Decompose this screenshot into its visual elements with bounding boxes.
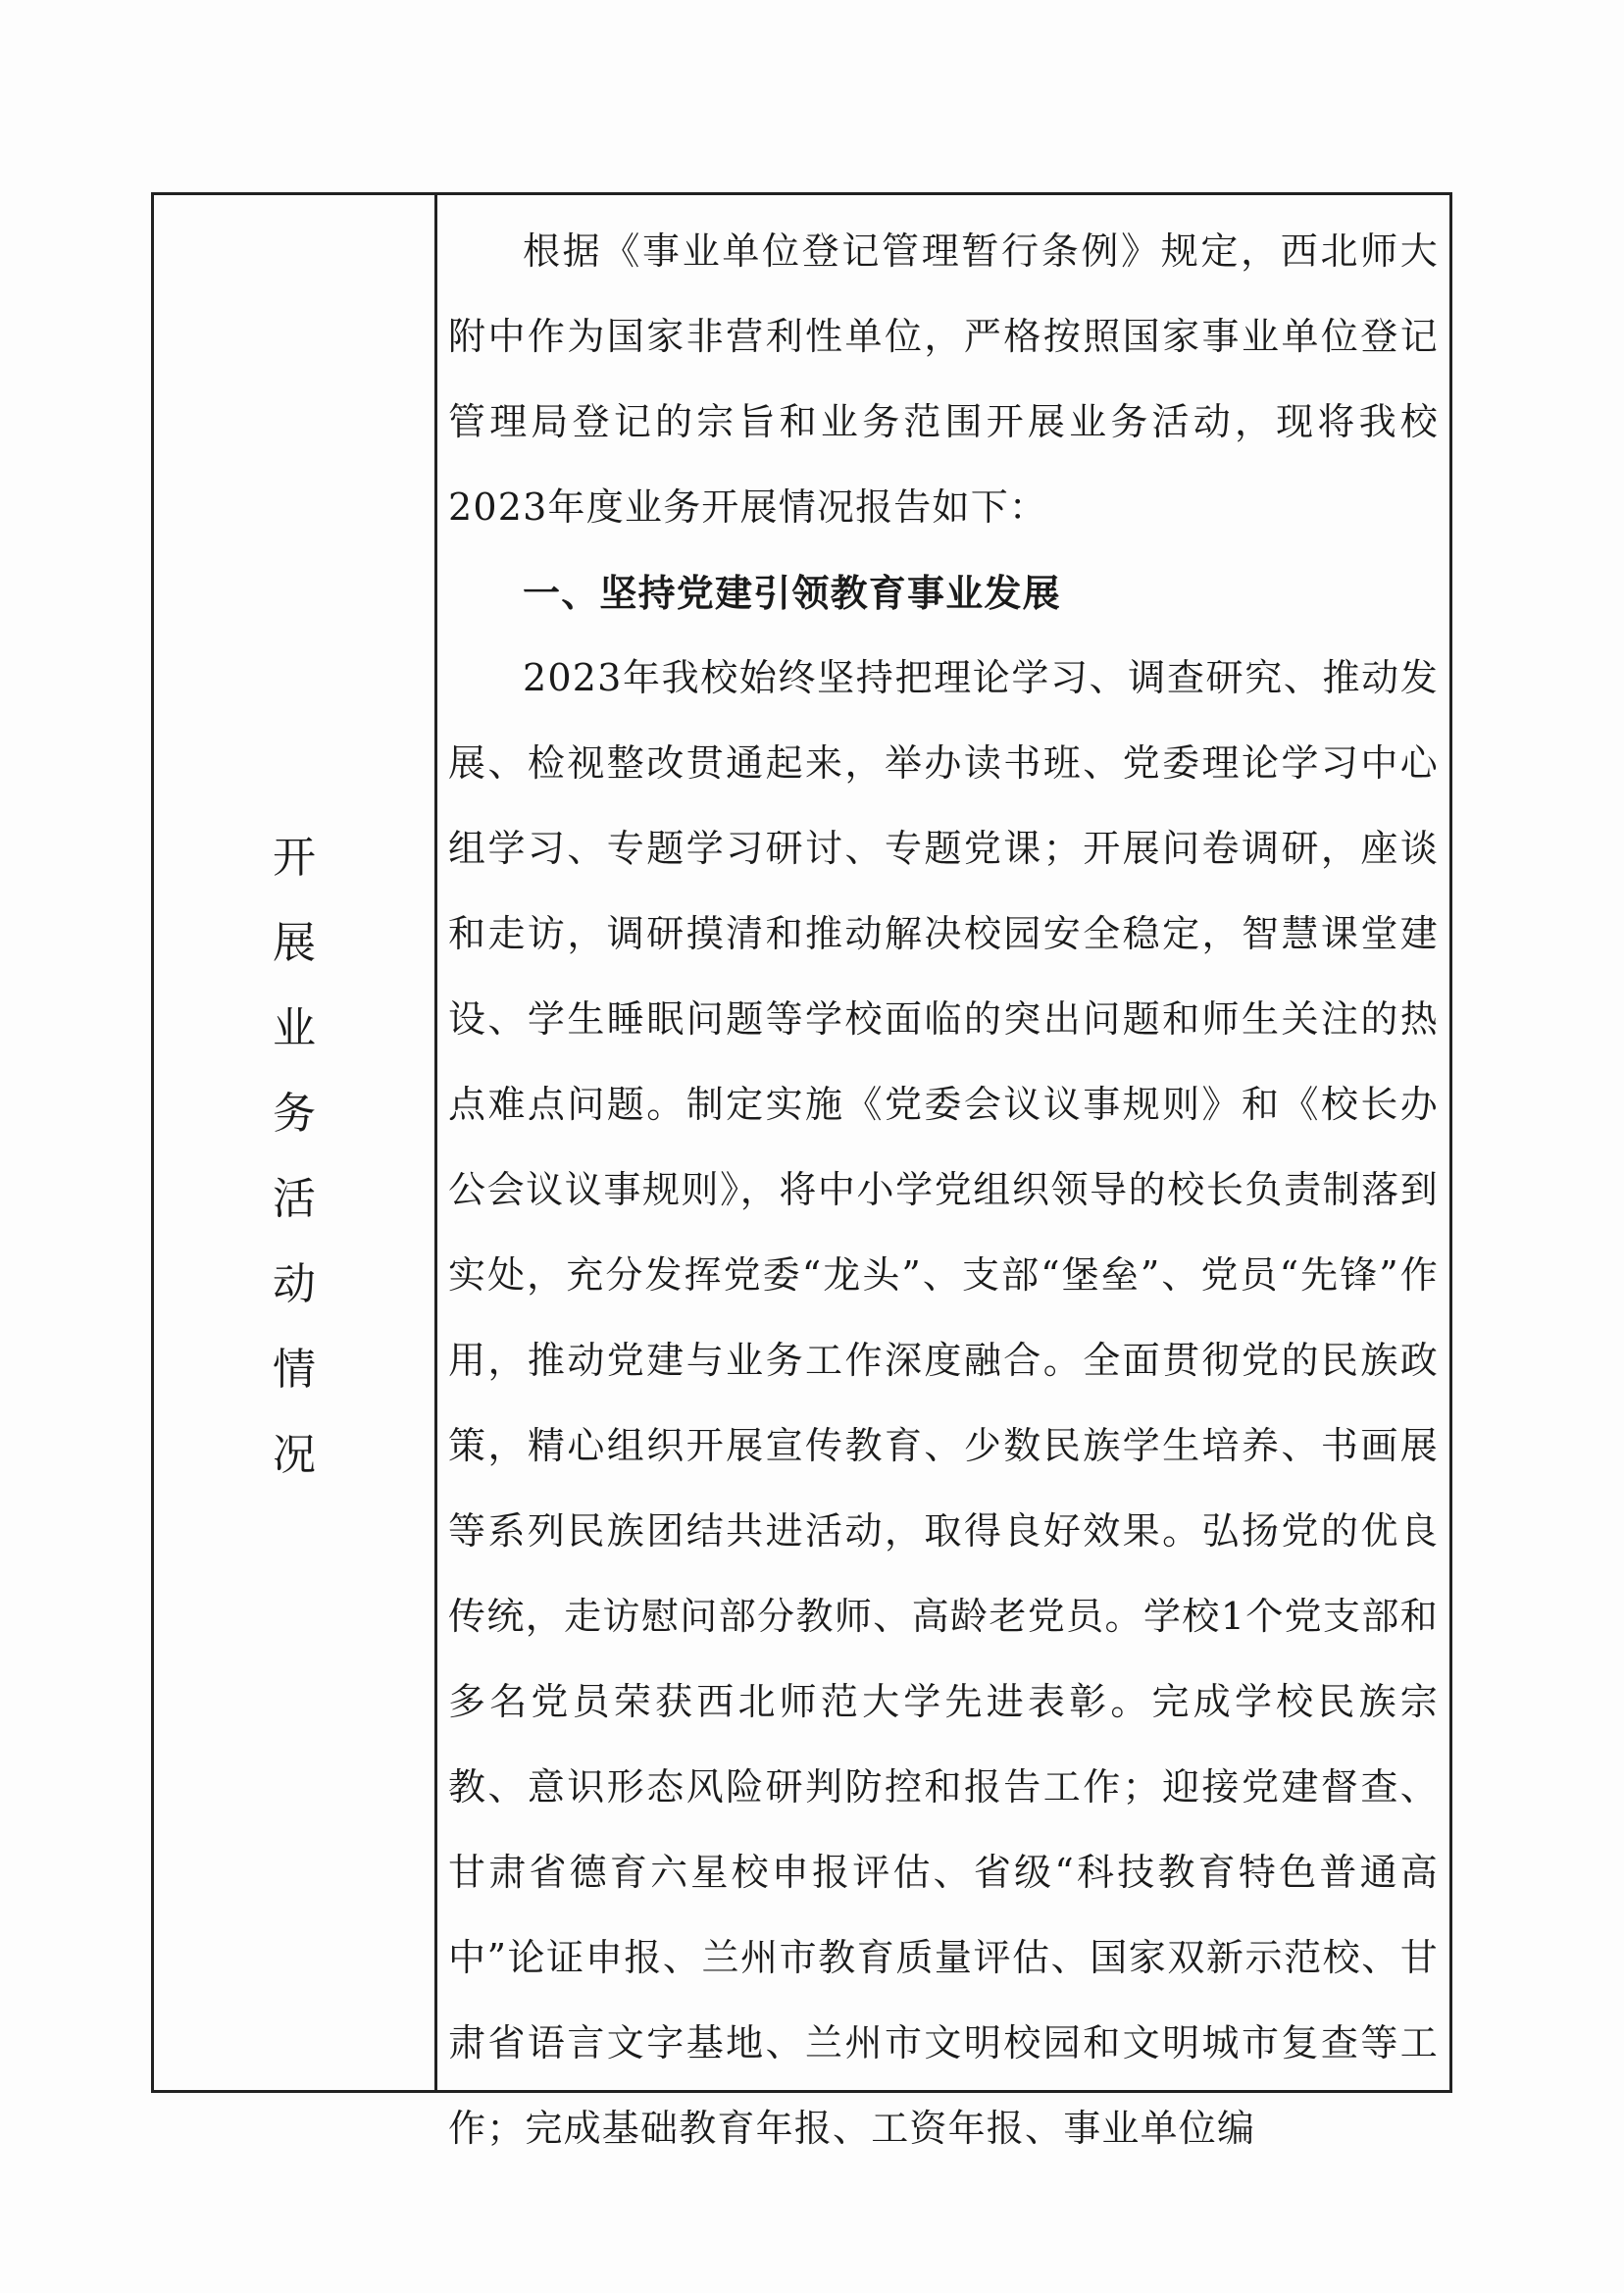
row-label-vertical (154, 815, 434, 1498)
section-body-paragraph: 2023年我校始终坚持把理论学习、调查研究、推动发展、检视整改贯通起来，举办读书班、党委理论学习中心组学习、专题学习研讨、专题党课；开展问卷调研，座谈和走访，调研摸清和推动解决校园安全稳定，智慧课堂建设、学生睡眠问题等学校面临的突出问题和师生关注的热点难点问题。制定实施《党委会议议事规则》和《校长办公会议议事规则》，将中小学党组织领导的校长负责制落到实处，充分发挥党委“龙头”、支部“堡垒”、党员“先锋”作用，推动党建与业务工作深度融合。全面贯彻党的民族政策，精心组织开展宣传教育、少数民族学生培养、书画展等系列民族团结共进活动，取得良好效果。弘扬党的优良传统，走访慰问部分教师、高龄老党员。学校1个党支部和多名党员荣获西北师范大学先进表彰。完成学校民族宗教、意识形态风险研判防控和报告工作；迎接党建督查、甘肃省德育六星校申报评估、省级“科技教育特色普通高中”论证申报、兰州市教育质量评估、国家双新示范校、甘肃省语言文字基地、兰州市文明校园和文明城市复查等工作；完成基础教育年报、工资年报、事业单位编 (448, 656, 1439, 2150)
section-heading: 一、坚持党建引领教育事业发展 (523, 571, 1061, 615)
intro-paragraph: 根据《事业单位登记管理暂行条例》规定，西北师大附中作为国家非营利性单位，严格按照国家事业单位登记管理局登记的宗旨和业务范围开展业务活动，现将我校2023年度业务开展情况报告如下： (448, 229, 1439, 529)
label-char: 展 (273, 918, 316, 968)
label-char: 务 (273, 1089, 316, 1139)
content-cell (448, 195, 1439, 2150)
label-char: 业 (273, 1003, 316, 1053)
column-divider (434, 195, 437, 2090)
label-char: 开 (273, 833, 316, 883)
report-table (151, 192, 1452, 2150)
label-char: 况 (273, 1430, 316, 1480)
label-char: 动 (273, 1259, 316, 1309)
row-label-cell (154, 195, 434, 2090)
label-char: 情 (273, 1345, 316, 1395)
content-text (448, 209, 1439, 2171)
label-char: 活 (273, 1174, 316, 1224)
